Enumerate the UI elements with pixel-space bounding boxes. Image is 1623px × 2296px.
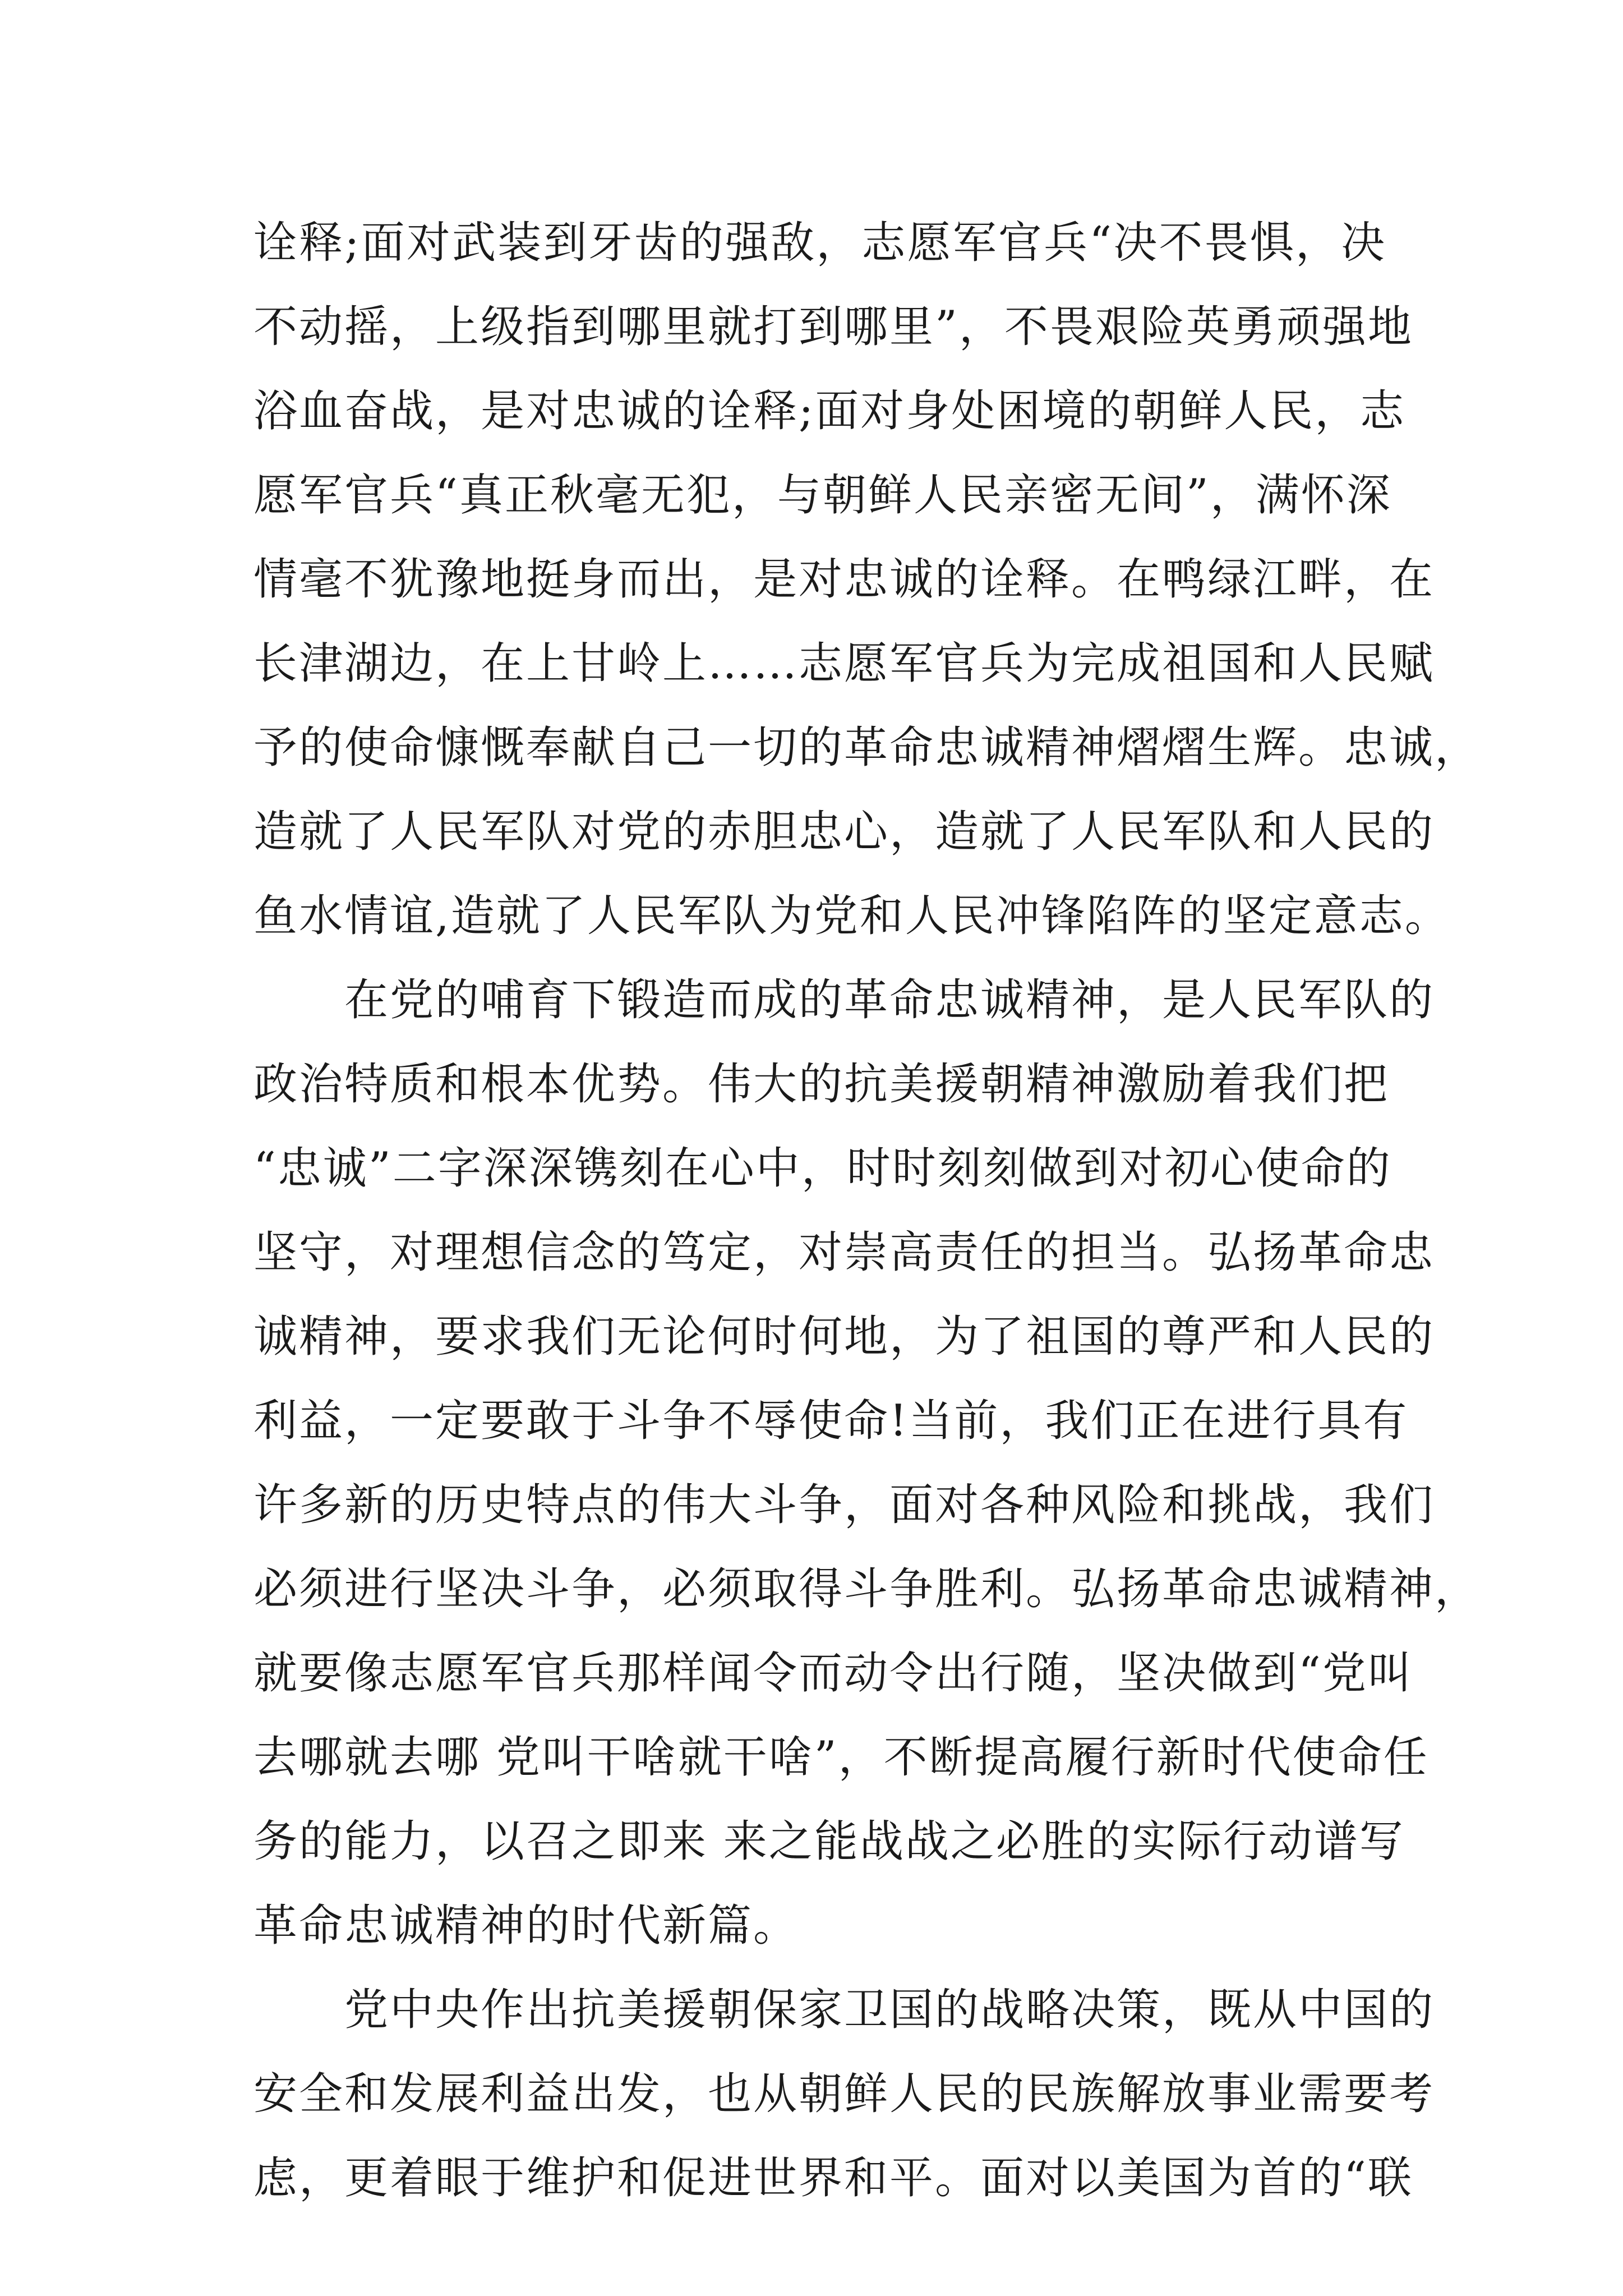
text-line: 虑，更着眼于维护和促进世界和平。面对以美国为首的“联 (253, 2153, 1413, 2203)
text-line: 鱼水情谊,造就了人民军队为党和人民冲锋陷阵的坚定意志。 (253, 891, 1450, 941)
text-line: 必须进行坚决斗争，必须取得斗争胜利。弘扬革命忠诚精神， (253, 1564, 1481, 1614)
paragraph (253, 218, 1481, 975)
paragraph (253, 1985, 1435, 2237)
text-line: 许多新的历史特点的伟大斗争，面对各种风险和挑战，我们 (253, 1480, 1435, 1530)
text-line: 诚精神，要求我们无论何时何地，为了祖国的尊严和人民的 (253, 1312, 1435, 1362)
text-line: 诠释;面对武装到牙齿的强敌，志愿军官兵“决不畏惧，决 (253, 218, 1386, 268)
text-line: 去哪就去哪 党叫干啥就干啥”，不断提高履行新时代使命任 (253, 1732, 1429, 1783)
body-text (253, 218, 1481, 2237)
text-line: 情毫不犹豫地挺身而出，是对忠诚的诠释。在鸭绿江畔，在 (253, 554, 1435, 605)
text-line: 安全和发展利益出发，也从朝鲜人民的民族解放事业需要考 (253, 2069, 1435, 2119)
text-line: 政治特质和根本优势。伟大的抗美援朝精神激励着我们把 (253, 1059, 1390, 1110)
text-line: 在党的哺育下锻造而成的革命忠诚精神，是人民军队的 (253, 975, 1435, 1025)
text-line: 予的使命慷慨奉献自己一切的革命忠诚精神熠熠生辉。忠诚， (253, 723, 1481, 773)
text-line: 利益，一定要敢于斗争不辱使命!当前，我们正在进行具有 (253, 1396, 1409, 1446)
text-line: 坚守，对理想信念的笃定，对崇高责任的担当。弘扬革命忠 (253, 1227, 1435, 1278)
text-line: 不动摇，上级指到哪里就打到哪里”，不畏艰险英勇顽强地 (253, 302, 1413, 352)
text-line: “忠诚”二字深深镌刻在心中，时时刻刻做到对初心使命的 (253, 1143, 1392, 1194)
paragraph (253, 975, 1481, 1985)
text-line: 造就了人民军队对党的赤胆忠心，造就了人民军队和人民的 (253, 807, 1435, 857)
text-line: 党中央作出抗美援朝保家卫国的战略决策，既从中国的 (253, 1985, 1435, 2035)
text-line: 长津湖边，在上甘岭上……志愿军官兵为完成祖国和人民赋 (253, 638, 1435, 689)
text-line: 浴血奋战，是对忠诚的诠释;面对身处困境的朝鲜人民，志 (253, 386, 1406, 436)
text-line: 就要像志愿军官兵那样闻令而动令出行随，坚决做到“党叫 (253, 1648, 1413, 1699)
text-line: 务的能力，以召之即来 来之能战战之必胜的实际行动谱写 (253, 1816, 1405, 1867)
text-line: 愿军官兵“真正秋毫无犯，与朝鲜人民亲密无间”，满怀深 (253, 470, 1392, 521)
text-line: 革命忠诚精神的时代新篇。 (253, 1901, 799, 1951)
